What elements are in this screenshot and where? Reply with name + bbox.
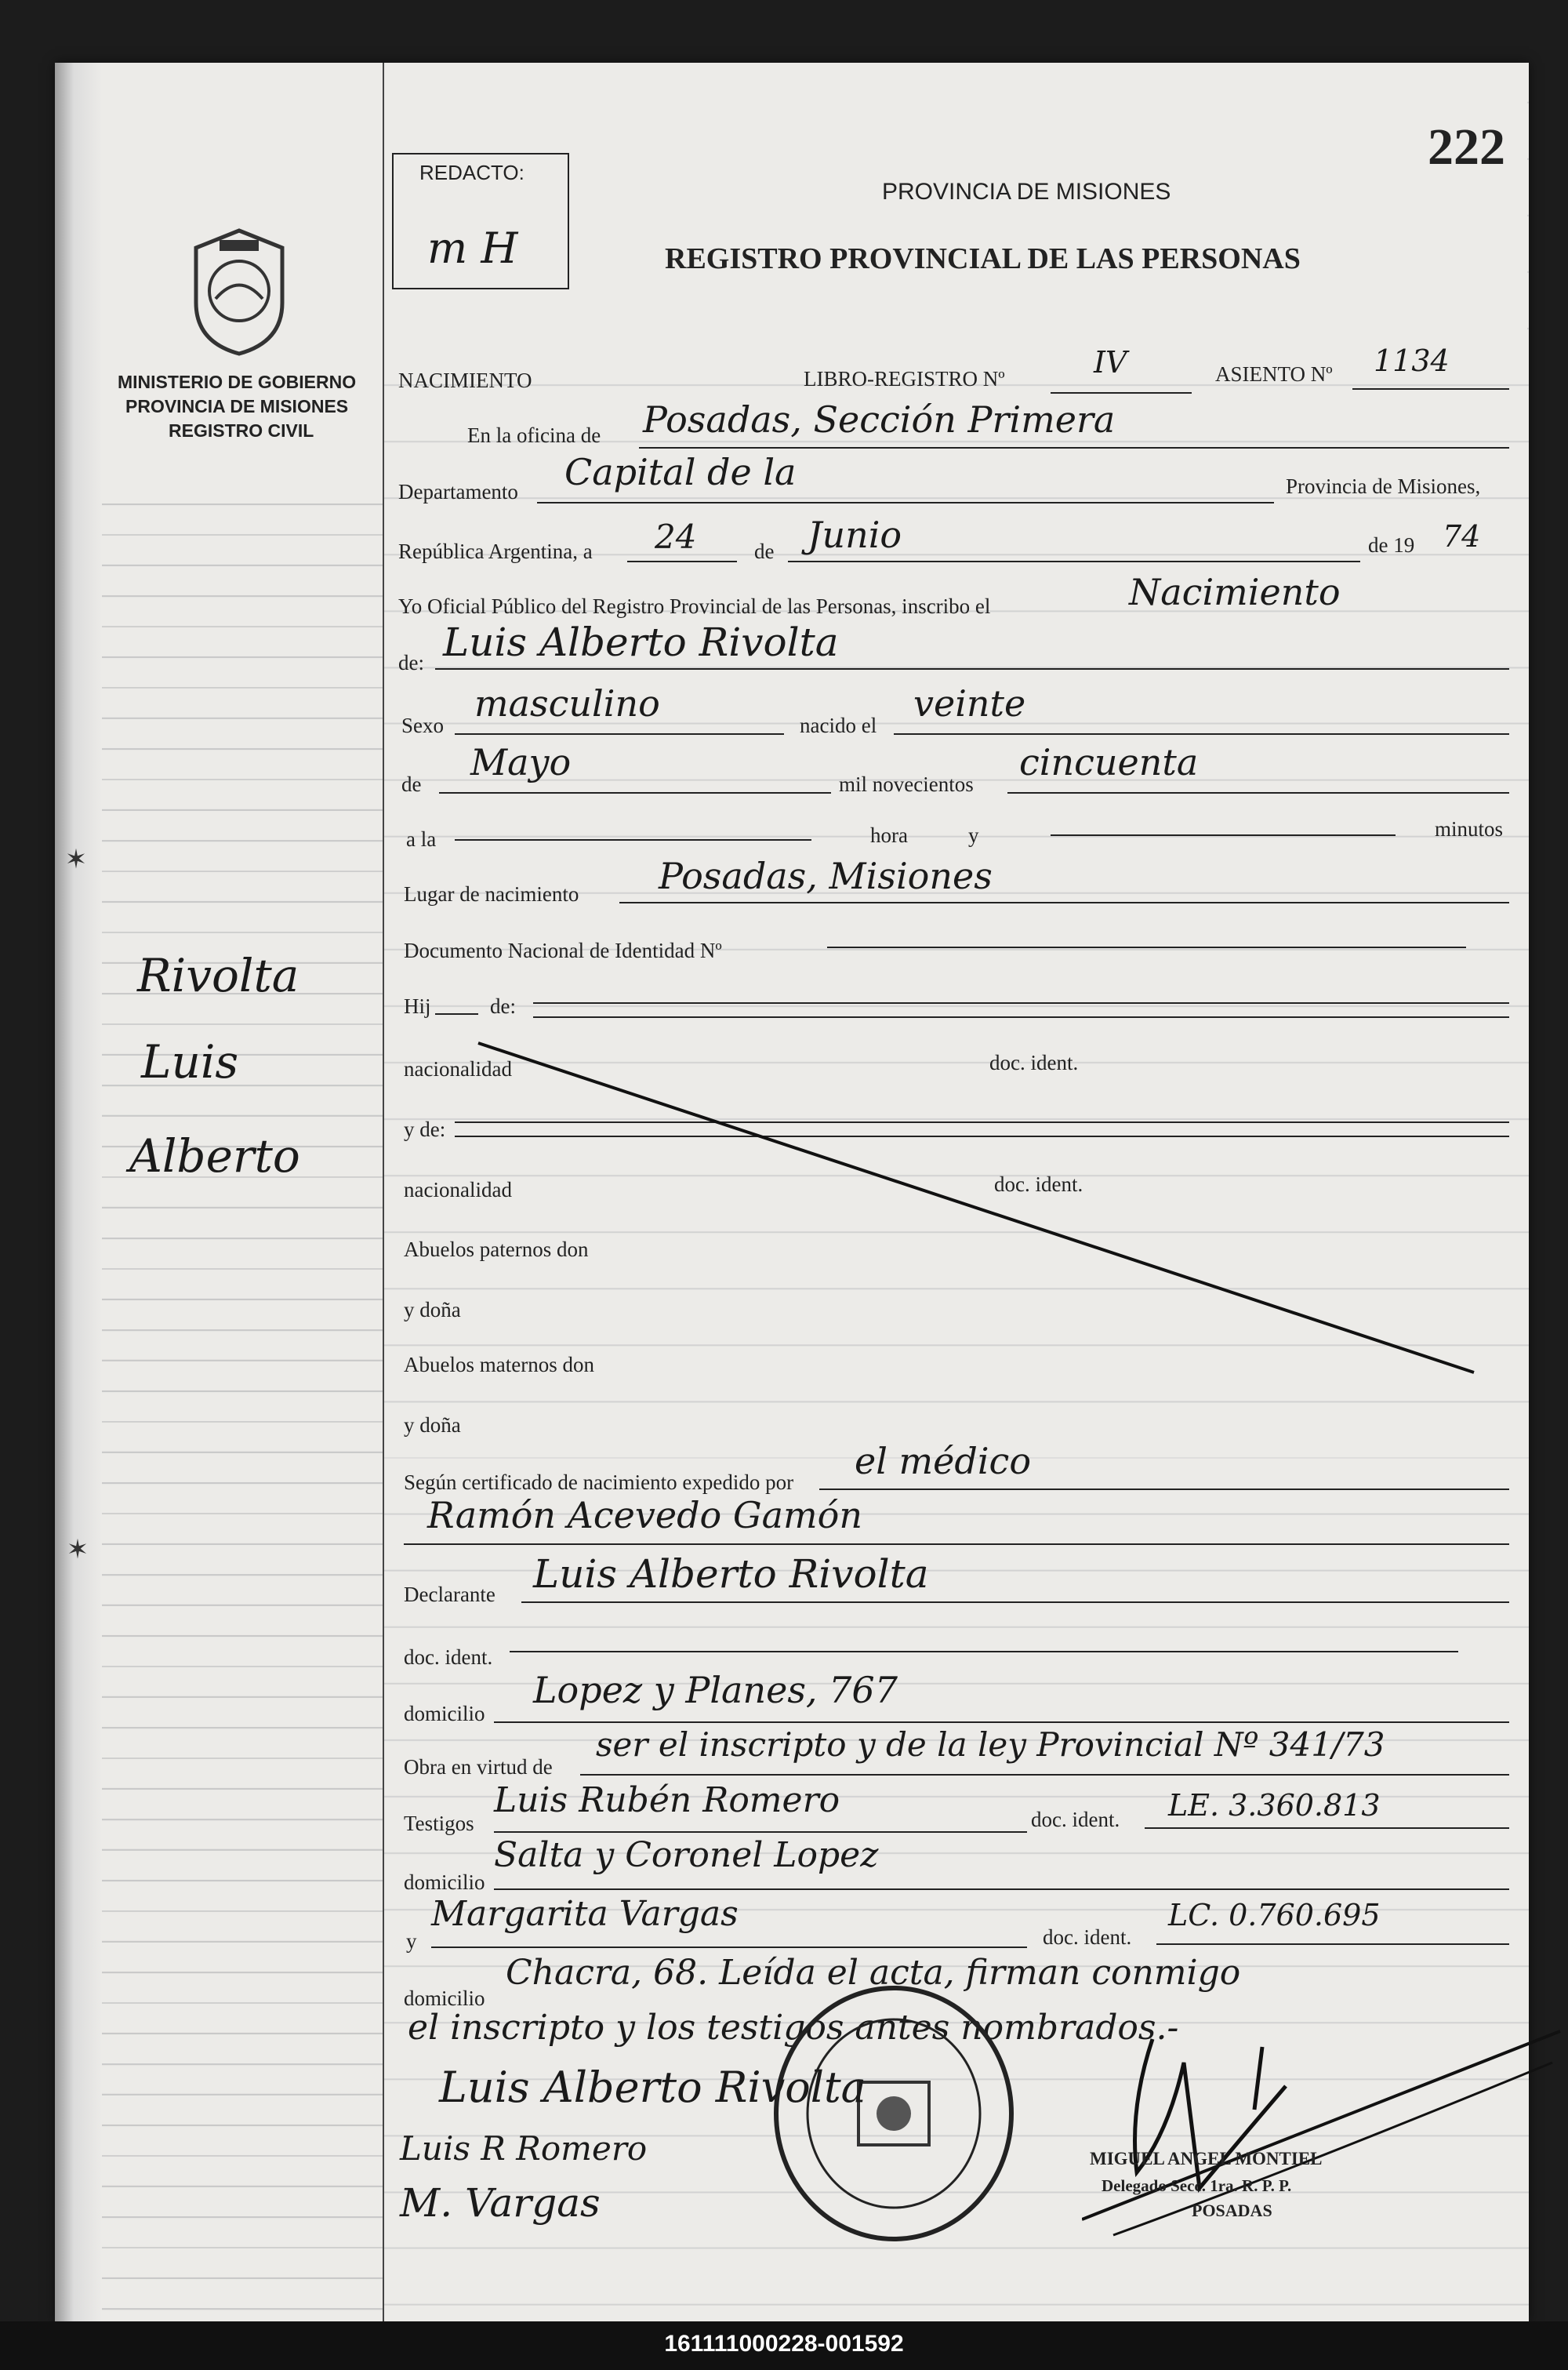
testigo-1-doc-value: LE. 3.360.813 xyxy=(1168,1788,1381,1823)
provincia-suffix: Provincia de Misiones, xyxy=(1286,474,1481,498)
year-prefix: de 19 xyxy=(1368,533,1415,557)
signature-testigo-2: M. Vargas xyxy=(400,2180,601,2226)
testigos-label: Testigos xyxy=(404,1812,474,1835)
redacto-label: REDACTO: xyxy=(419,161,524,184)
lugar-value: Posadas, Misiones xyxy=(659,855,993,897)
nacido-label: nacido el xyxy=(800,714,877,737)
ministry-line-1: MINISTERIO DE GOBIERNO xyxy=(118,372,357,392)
asiento-value: 1134 xyxy=(1374,344,1450,378)
province-title: PROVINCIA DE MISIONES xyxy=(882,179,1171,205)
margin-second-name: Alberto xyxy=(129,1129,300,1183)
domicilio-label: domicilio xyxy=(404,1702,485,1725)
binding-hole-icon: ✶ xyxy=(66,1536,89,1565)
testigo-1-domicilio-label: domicilio xyxy=(404,1870,485,1894)
registry-stamp-icon xyxy=(764,1980,1023,2247)
hij-label: Hij xyxy=(404,994,431,1018)
year-value: 74 xyxy=(1443,519,1481,554)
oficina-value: Posadas, Sección Primera xyxy=(643,398,1116,441)
nacionalidad-label: nacionalidad xyxy=(404,1057,512,1081)
y-de-label: y de: xyxy=(404,1118,446,1141)
de-padre-label: de: xyxy=(490,994,516,1018)
y-label: y xyxy=(968,823,979,847)
official-signature-icon xyxy=(1082,2016,1568,2251)
official-title: Delegado Secc. 1ra. R. P. P. xyxy=(1102,2176,1292,2195)
testigo-1-doc-label: doc. ident. xyxy=(1031,1808,1120,1831)
nacido-value: veinte xyxy=(913,682,1026,725)
redacto-initials: m H xyxy=(427,224,518,273)
y-dona-materna-label: y doña xyxy=(404,1413,461,1437)
act-type-value: Nacimiento xyxy=(1129,571,1341,613)
oficina-label: En la oficina de xyxy=(467,423,601,447)
abuelos-paternos-label: Abuelos paternos don xyxy=(404,1238,589,1261)
testigo-2-value: Margarita Vargas xyxy=(431,1894,739,1934)
yo-oficial-label: Yo Oficial Público del Registro Provincial de las Personas, inscribo el xyxy=(398,594,991,618)
registry-title: REGISTRO PROVINCIAL DE LAS PERSONAS xyxy=(665,242,1301,275)
segun-value: el médico xyxy=(855,1440,1032,1482)
signature-inscripto: Luis Alberto Rivolta xyxy=(439,2063,866,2112)
dni-label: Documento Nacional de Identidad Nº xyxy=(404,939,722,962)
abuelos-maternos-label: Abuelos maternos don xyxy=(404,1353,594,1376)
ministry-emblem-icon xyxy=(180,224,298,358)
mes-nacimiento-value: Mayo xyxy=(470,741,572,783)
libro-label: LIBRO-REGISTRO Nº xyxy=(804,367,1005,391)
testigo-1-domicilio-value: Salta y Coronel Lopez xyxy=(494,1835,879,1875)
month-value: Junio xyxy=(808,514,902,556)
asiento-label: ASIENTO Nº xyxy=(1215,362,1333,386)
testigo-2-domicilio-label: domicilio xyxy=(404,1987,485,2010)
testigo-2-doc-label: doc. ident. xyxy=(1043,1925,1132,1949)
domicilio-value: Lopez y Planes, 767 xyxy=(533,1669,898,1711)
doc-ident-label: doc. ident. xyxy=(989,1051,1079,1074)
book-binding xyxy=(55,63,102,2321)
mil-value: cincuenta xyxy=(1019,741,1199,783)
republica-label: República Argentina, a xyxy=(398,540,593,563)
official-name: MIGUEL ANGEL MONTIEL xyxy=(1090,2149,1323,2168)
testigo-2-y-label: y xyxy=(406,1929,417,1953)
a-la-label: a la xyxy=(406,827,437,851)
document-id: 161111000228-001592 xyxy=(664,2331,904,2357)
mil-label: mil novecientos xyxy=(839,772,974,796)
testigo-2-doc-value: LC. 0.760.695 xyxy=(1168,1898,1381,1932)
ministry-line-3: REGISTRO CIVIL xyxy=(169,420,314,441)
ministry-line-2: PROVINCIA DE MISIONES xyxy=(125,396,349,416)
closing-statement: el inscripto y los testigos antes nombrados.- xyxy=(408,2008,1179,2048)
nacionalidad-madre-label: nacionalidad xyxy=(404,1178,512,1201)
nombre-value: Luis Alberto Rivolta xyxy=(443,620,839,665)
obra-label: Obra en virtud de xyxy=(404,1755,553,1779)
segun-label: Según certificado de nacimiento expedido por xyxy=(404,1470,794,1494)
testigo-2-domicilio-value: Chacra, 68. Leída el acta, firman conmigo xyxy=(506,1953,1241,1993)
y-dona-label: y doña xyxy=(404,1298,461,1321)
official-place: POSADAS xyxy=(1192,2201,1272,2220)
declarante-label: Declarante xyxy=(404,1583,495,1606)
testigo-1-value: Luis Rubén Romero xyxy=(494,1780,840,1820)
medico-value: Ramón Acevedo Gamón xyxy=(427,1494,862,1536)
day-value: 24 xyxy=(655,518,697,556)
margin-first-name: Luis xyxy=(141,1035,239,1089)
declarante-value: Luis Alberto Rivolta xyxy=(533,1551,929,1597)
signature-testigo-1: Luis R Romero xyxy=(400,2129,648,2168)
lugar-label: Lugar de nacimiento xyxy=(404,882,579,906)
cancellation-line xyxy=(470,1035,1482,1380)
nacimiento-label: NACIMIENTO xyxy=(398,369,532,392)
hora-label: hora xyxy=(870,823,908,847)
minutos-label: minutos xyxy=(1435,817,1504,841)
doc-ident-madre-label: doc. ident. xyxy=(994,1172,1083,1196)
sexo-label: Sexo xyxy=(401,714,444,737)
doc-ident-declarante-label: doc. ident. xyxy=(404,1645,493,1669)
de-mes-label: de xyxy=(401,772,422,796)
binding-hole-icon: ✶ xyxy=(64,845,88,874)
nombre-label: de: xyxy=(398,651,424,674)
sexo-value: masculino xyxy=(474,682,660,725)
libro-value: IV xyxy=(1094,345,1127,380)
departamento-value: Capital de la xyxy=(564,451,797,493)
page-number: 222 xyxy=(1428,118,1505,176)
obra-value: ser el inscripto y de la ley Provincial Nº 341/73 xyxy=(596,1725,1385,1764)
margin-surname: Rivolta xyxy=(137,949,299,1002)
de-label: de xyxy=(754,540,775,563)
departamento-label: Departamento xyxy=(398,480,518,503)
